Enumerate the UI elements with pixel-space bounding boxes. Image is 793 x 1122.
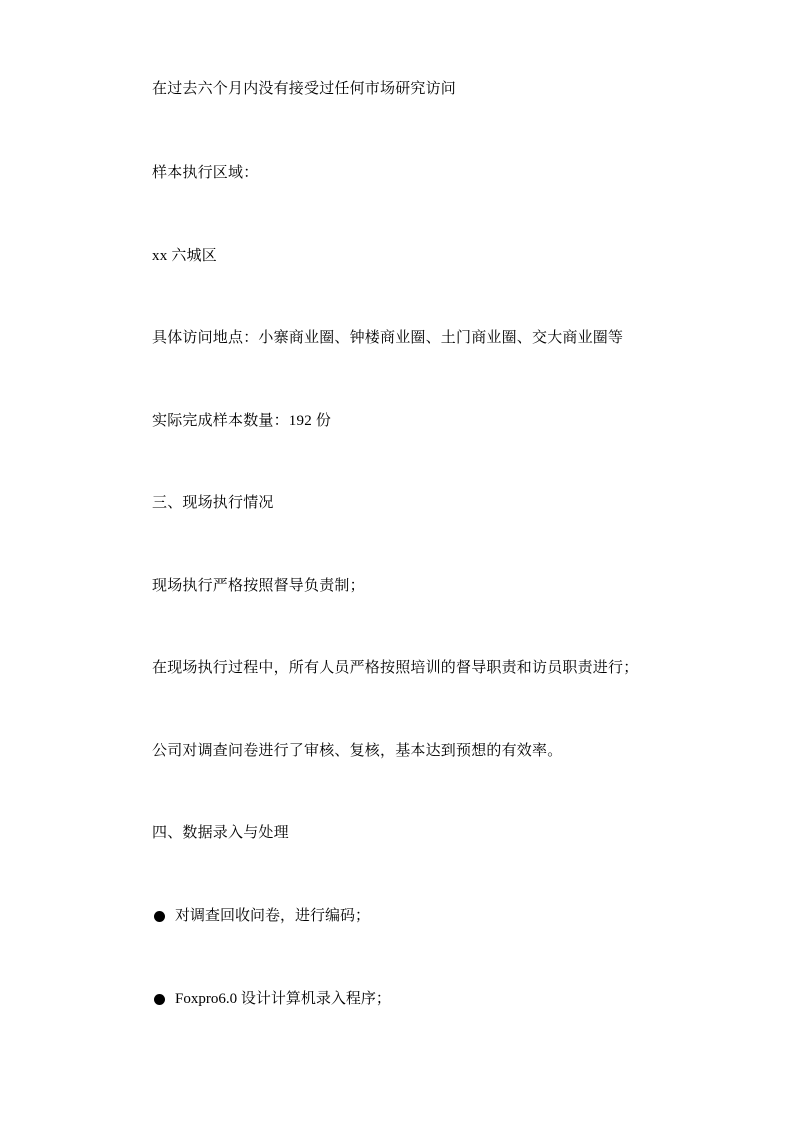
bullet-item-foxpro bbox=[152, 990, 391, 1008]
bullet-item-text: 对调查回收问卷，进行编码； bbox=[175, 908, 371, 924]
paragraph-questionnaire-review: 公司对调查问卷进行了审核、复核，基本达到预想的有效率。 bbox=[152, 743, 563, 759]
paragraph-sample-area-label: 样本执行区域： bbox=[152, 165, 259, 181]
paragraph-sample-area-value: xx 六城区 bbox=[152, 248, 217, 264]
paragraph-sample-count: 实际完成样本数量：192 份 bbox=[152, 413, 332, 429]
filled-circle-bullet-icon bbox=[154, 994, 165, 1005]
filled-circle-bullet-icon bbox=[154, 911, 165, 922]
bullet-item-text: Foxpro6.0 设计计算机录入程序； bbox=[175, 991, 391, 1007]
bullet-item-coding bbox=[152, 907, 370, 925]
paragraph-supervisor-system: 现场执行严格按照督导负责制； bbox=[152, 578, 365, 594]
section-heading-data-entry: 四、数据录入与处理 bbox=[152, 825, 289, 841]
paragraph-no-interview-criteria: 在过去六个月内没有接受过任何市场研究访问 bbox=[152, 81, 457, 97]
paragraph-staff-duties: 在现场执行过程中，所有人员严格按照培训的督导职责和访员职责进行； bbox=[152, 660, 639, 676]
section-heading-field-execution: 三、现场执行情况 bbox=[152, 495, 274, 511]
paragraph-interview-locations: 具体访问地点：小寨商业圈、钟楼商业圈、土门商业圈、交大商业圈等 bbox=[152, 330, 624, 346]
